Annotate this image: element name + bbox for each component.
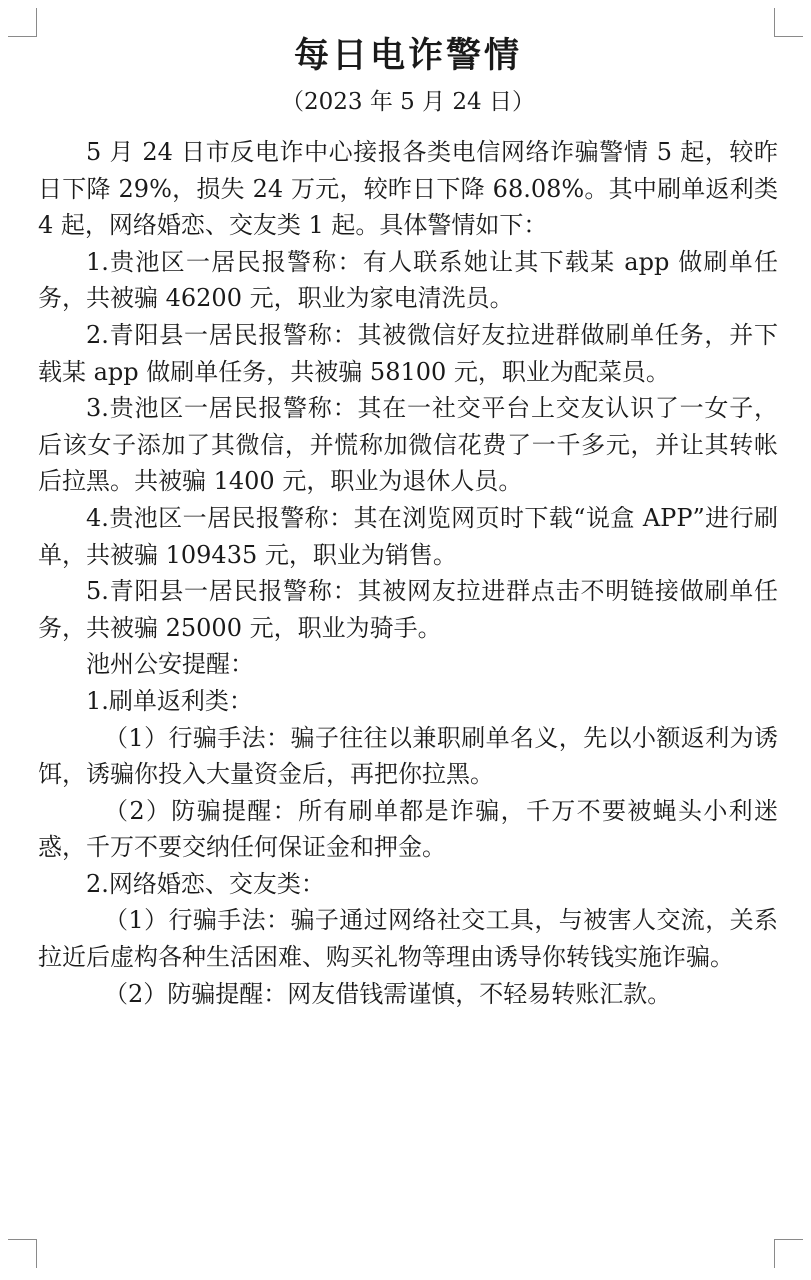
prevention-tip-paragraph: （2）防骗提醒：所有刷单都是诈骗，千万不要被蝇头小利迷惑，千万不要交纳任何保证金和押金。 (38, 796, 778, 862)
case-item: 4.贵池区一居民报警称：其在浏览网页时下载“说盒 APP”进行刷单，共被骗 109435 元，职业为销售。 (38, 503, 778, 569)
crop-mark-bottom-right (774, 1239, 803, 1268)
crop-mark-bottom-left (8, 1239, 37, 1268)
crop-mark-top-right (774, 8, 803, 37)
case-item: 2.青阳县一居民报警称：其被微信好友拉进群做刷单任务，并下载某 app 做刷单任务，共被骗 58100 元，职业为配菜员。 (38, 320, 778, 386)
scam-method-paragraph: （1）行骗手法：骗子往往以兼职刷单名义，先以小额返利为诱饵，诱骗你投入大量资金后，再把你拉黑。 (38, 723, 778, 789)
case-item: 3.贵池区一居民报警称：其在一社交平台上交友认识了一女子，后该女子添加了其微信，并慌称加微信花费了一千多元，并让其转帐后拉黑。共被骗 1400 元，职业为退休人员。 (38, 394, 778, 496)
summary-paragraph: 5 月 24 日市反电诈中心接报各类电信网络诈骗警情 5 起，较昨日下降 29%，损失 24 万元，较昨日下降 68.08%。其中刷单返利类 4 起，网络婚恋、交友类 1 起。具体警情如下： (38, 138, 778, 240)
prevention-tip-paragraph: （2）防骗提醒：网友借钱需谨慎，不轻易转账汇款。 (104, 979, 672, 1008)
case-item: 1.贵池区一居民报警称：有人联系她让其下载某 app 做刷单任务，共被骗 46200 元，职业为家电清洗员。 (38, 247, 778, 313)
category-heading: 2.网络婚恋、交友类： (86, 869, 325, 898)
document (38, 30, 778, 1012)
document-date: （2023 年 5 月 24 日） (281, 89, 535, 115)
scam-method-paragraph: （1）行骗手法：骗子通过网络社交工具，与被害人交流，关系拉近后虚构各种生活困难、购买礼物等理由诱导你转钱实施诈骗。 (38, 906, 778, 972)
reminder-heading: 池州公安提醒： (86, 650, 254, 679)
crop-mark-top-left (8, 8, 37, 37)
document-title: 每日电诈警情 (293, 36, 522, 76)
document-body (38, 134, 778, 1012)
case-item: 5.青阳县一居民报警称：其被网友拉进群点击不明链接做刷单任务，共被骗 25000 元，职业为骑手。 (38, 577, 778, 642)
category-heading: 1.刷单返利类： (86, 686, 253, 715)
